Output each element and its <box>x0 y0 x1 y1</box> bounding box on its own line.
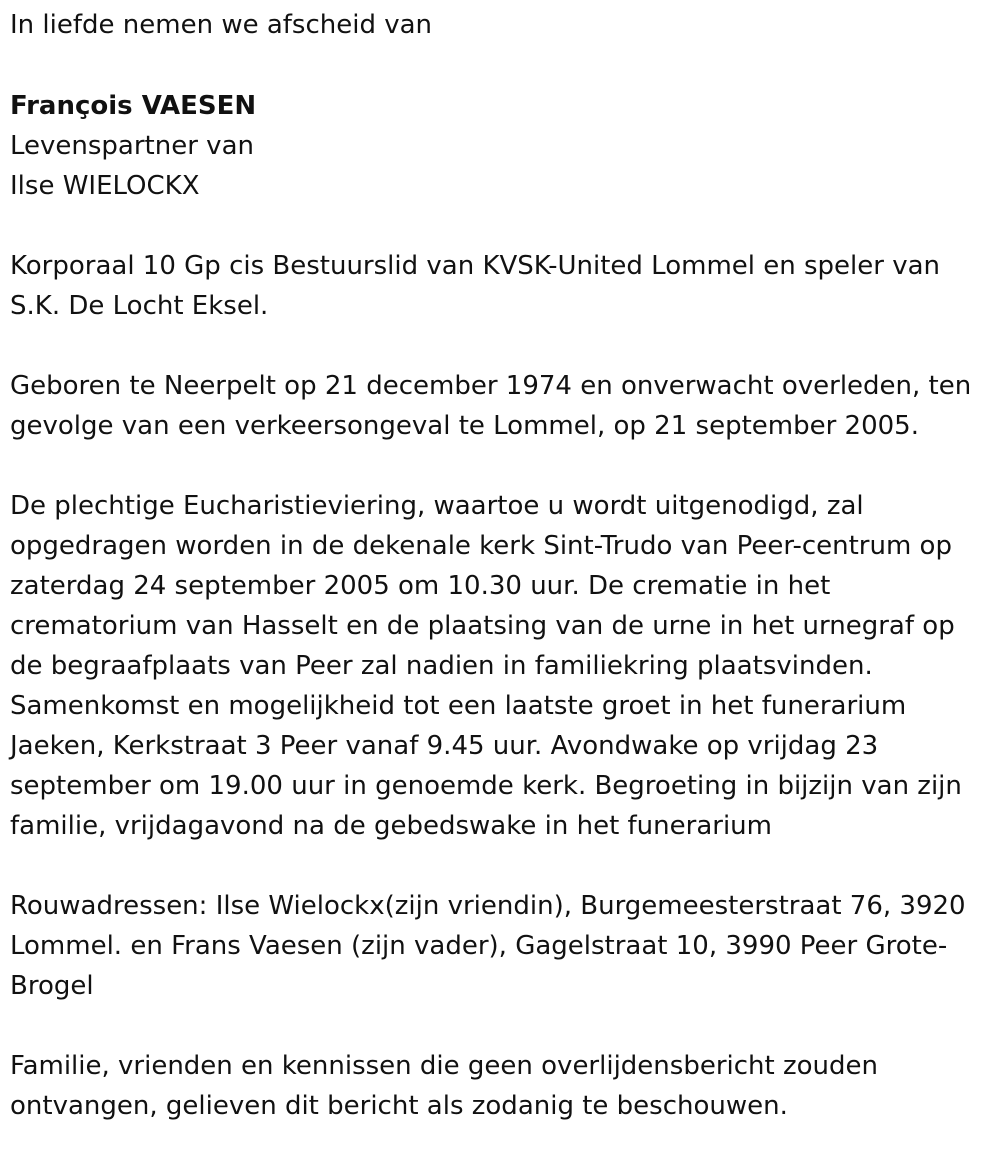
paragraph-line: S.K. De Locht Eksel. <box>10 291 269 321</box>
paragraph-line: Jaeken, Kerkstraat 3 Peer vanaf 9.45 uur. Avondwake op vrijdag 23 <box>10 731 879 761</box>
paragraph-line: Brogel <box>10 971 94 1001</box>
paragraph-line: Geboren te Neerpelt op 21 december 1974 en onverwacht overleden, ten <box>10 371 972 401</box>
paragraph-line: opgedragen worden in de dekenale kerk Sint-Trudo van Peer-centrum op <box>10 531 952 561</box>
paragraph-line: crematorium van Hasselt en de plaatsing van de urne in het urnegraf op <box>10 611 955 641</box>
paragraph-line: ontvangen, gelieven dit bericht als zodanig te beschouwen. <box>10 1091 788 1121</box>
paragraph-line: september om 19.00 uur in genoemde kerk. Begroeting in bijzijn van zijn <box>10 771 962 801</box>
paragraph-line: Familie, vrienden en kennissen die geen overlijdensbericht zouden <box>10 1051 878 1081</box>
paragraph-line: familie, vrijdagavond na de gebedswake in het funerarium <box>10 811 772 841</box>
paragraph-line: de begraafplaats van Peer zal nadien in familiekring plaatsvinden. <box>10 651 873 681</box>
role-paragraph <box>10 246 990 326</box>
closing-paragraph <box>10 1046 990 1126</box>
paragraph-line: Lommel. en Frans Vaesen (zijn vader), Gagelstraat 10, 3990 Peer Grote- <box>10 931 948 961</box>
partner-name: Ilse WIELOCKX <box>10 171 200 201</box>
deceased-name: François VAESEN <box>10 91 257 121</box>
name-block <box>10 86 990 206</box>
ceremony-paragraph <box>10 486 990 846</box>
paragraph-line: zaterdag 24 september 2005 om 10.30 uur. De crematie in het <box>10 571 831 601</box>
paragraph-line: Samenkomst en mogelijkheid tot een laatste groet in het funerarium <box>10 691 907 721</box>
relation-text: Levenspartner van <box>10 131 254 161</box>
addresses-paragraph <box>10 886 990 1006</box>
paragraph-line: gevolge van een verkeersongeval te Lommel, op 21 september 2005. <box>10 411 919 441</box>
birth-death-paragraph <box>10 366 990 446</box>
intro-text: In liefde nemen we afscheid van <box>10 10 433 40</box>
paragraph-line: Rouwadressen: Ilse Wielockx(zijn vriendin), Burgemeesterstraat 76, 3920 <box>10 891 966 921</box>
paragraph-line: Korporaal 10 Gp cis Bestuurslid van KVSK-United Lommel en speler van <box>10 251 941 281</box>
paragraph-line: De plechtige Eucharistieviering, waartoe u wordt uitgenodigd, zal <box>10 491 864 521</box>
